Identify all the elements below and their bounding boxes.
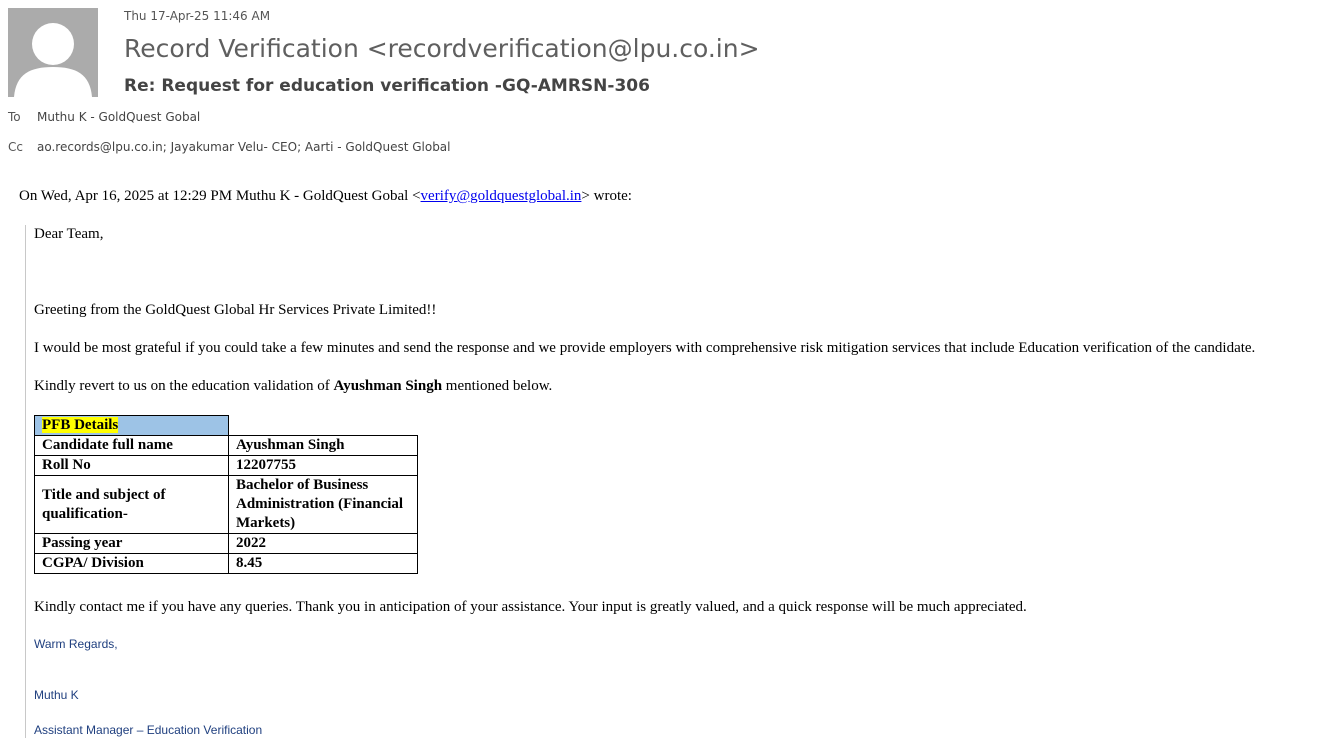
quote-intro <box>19 188 632 205</box>
person-icon <box>8 8 98 97</box>
candidate-name: Ayushman Singh <box>333 378 443 394</box>
signature-regards: Warm Regards, <box>34 637 118 651</box>
sender-avatar <box>8 8 98 97</box>
row-label: CGPA/ Division <box>35 554 229 574</box>
to-label: To <box>8 110 21 124</box>
row-value: Bachelor of Business Administration (Financial Markets) <box>229 476 418 534</box>
quote-intro-prefix: On Wed, Apr 16, 2025 at 12:29 PM Muthu K - GoldQuest Gobal < <box>19 188 421 204</box>
row-label: Candidate full name <box>35 436 229 456</box>
row-label: Passing year <box>35 534 229 554</box>
row-value: Ayushman Singh <box>229 436 418 456</box>
signature-title: Assistant Manager – Education Verification <box>34 723 263 737</box>
row-label: Roll No <box>35 456 229 476</box>
message-date: Thu 17-Apr-25 11:46 AM <box>124 9 271 23</box>
to-recipients[interactable]: Muthu K - GoldQuest Gobal <box>37 110 201 124</box>
row-value: 2022 <box>229 534 418 554</box>
sender-email-link[interactable]: verify@goldquestglobal.in <box>420 188 582 204</box>
table-row <box>35 456 418 476</box>
row-value: 12207755 <box>229 456 418 476</box>
sender-name[interactable]: Record Verification <recordverification@lpu.co.in> <box>124 34 760 63</box>
signature-name: Muthu K <box>34 688 79 702</box>
cc-recipients[interactable]: ao.records@lpu.co.in; Jayakumar Velu- CEO; Aarti - GoldQuest Global <box>37 140 451 154</box>
body-line-3-prefix: Kindly revert to us on the education validation of <box>34 378 334 394</box>
pfb-details-table <box>34 415 418 574</box>
row-label: Title and subject of qualification- <box>35 476 229 534</box>
table-heading-cell <box>35 416 229 436</box>
table-row <box>35 554 418 574</box>
body-line-1: Greeting from the GoldQuest Global Hr Services Private Limited!! <box>34 302 437 318</box>
table-row <box>35 534 418 554</box>
table-heading: PFB Details <box>42 417 119 433</box>
cc-label: Cc <box>8 140 23 154</box>
body-line-2: I would be most grateful if you could take a few minutes and send the response and we provide employers with comprehensive risk mitigation services that include Education verification of the candidate. <box>34 340 1256 356</box>
table-row <box>35 436 418 456</box>
table-header-row <box>35 416 418 436</box>
closing-line: Kindly contact me if you have any queries. Thank you in anticipation of your assistance. Your input is greatly valued, and a quick response will be much appreciated. <box>34 599 1027 615</box>
row-value: 8.45 <box>229 554 418 574</box>
body-line-3-suffix: mentioned below. <box>442 378 553 394</box>
body-line-3 <box>34 378 552 395</box>
table-heading-blank <box>229 416 418 436</box>
quote-divider <box>25 225 26 738</box>
message-subject: Re: Request for education verification -GQ-AMRSN-306 <box>124 76 650 96</box>
greeting: Dear Team, <box>34 226 104 242</box>
quote-intro-suffix: > wrote: <box>581 188 632 204</box>
table-row <box>35 476 418 534</box>
